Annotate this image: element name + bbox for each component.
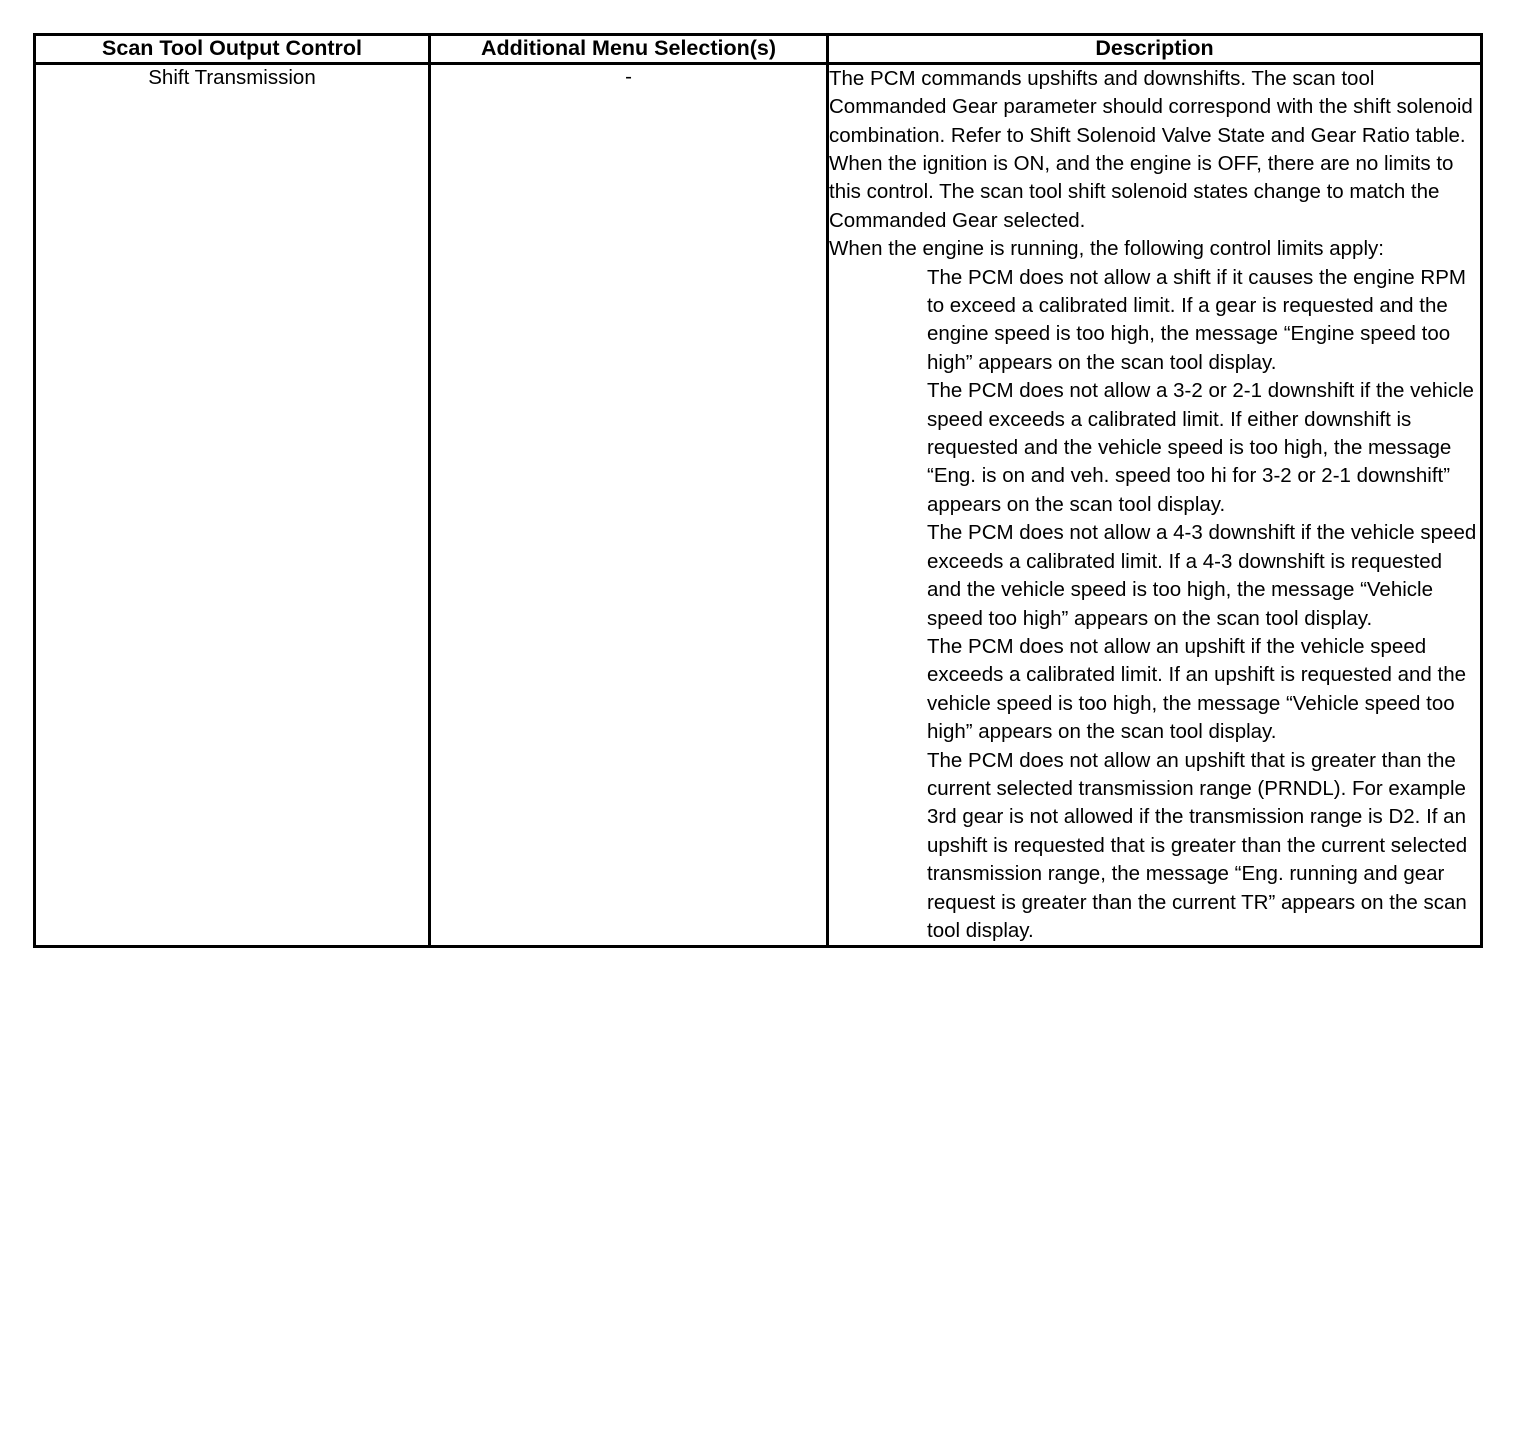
table-header-row	[35, 35, 1482, 64]
description-paragraph: When the ignition is ON, and the engine is OFF, there are no limits to this control. The scan tool shift solenoid states change to match the Commanded Gear selected.	[829, 152, 1454, 232]
cell-description	[828, 63, 1482, 947]
scan-tool-output-control-table	[33, 33, 1483, 948]
description-subitem: The PCM does not allow an upshift if the vehicle speed exceeds a calibrated limit. If an upshift is requested and the vehicle speed is too high, the message “Vehicle speed too high” appears on the scan tool display.	[927, 634, 1467, 744]
table-body	[35, 63, 1482, 947]
column-header-scan-tool-output-control: Scan Tool Output Control	[35, 35, 430, 64]
description-paragraph: When the engine is running, the following control limits apply:	[829, 237, 1384, 261]
description-subitem: The PCM does not allow a 3-2 or 2-1 downshift if the vehicle speed exceeds a calibrated limit. If either downshift is requested and the vehicle speed is too high, the message “Eng. is on and veh. speed too hi for 3-2 or 2-1 downshift” appears on the scan tool display.	[927, 379, 1474, 516]
cell-scan-tool-output-control: Shift Transmission	[35, 63, 430, 947]
cell-additional-menu-selection: -	[430, 63, 828, 947]
description-subitem: The PCM does not allow a 4-3 downshift if the vehicle speed exceeds a calibrated limit. If a 4-3 downshift is requested and the vehicle speed is too high, the message “Vehicle speed too high” appears on the scan tool display.	[927, 521, 1477, 630]
description-content	[829, 65, 1480, 946]
description-paragraph: The PCM commands upshifts and downshifts. The scan tool Commanded Gear parameter should correspond with the shift solenoid combination. Refer to Shift Solenoid Valve State and Gear Ratio table.	[829, 66, 1473, 147]
column-header-additional-menu-selections: Additional Menu Selection(s)	[430, 35, 828, 64]
description-subitem: The PCM does not allow a shift if it causes the engine RPM to exceed a calibrated limit. If a gear is requested and the engine speed is too high, the message “Engine speed too high” appears on the scan tool display.	[927, 265, 1466, 374]
description-subitem: The PCM does not allow an upshift that is greater than the current selected transmission range (PRNDL). For example 3rd gear is not allowed if the transmission range is D2. If an upshift is requested that is greater than the current selected transmission range, the message “Eng. running and gear request is greater than the current TR” appears on the scan tool display.	[927, 748, 1468, 942]
table-row	[35, 63, 1482, 947]
column-header-description: Description	[828, 35, 1482, 64]
table-header	[35, 35, 1482, 64]
